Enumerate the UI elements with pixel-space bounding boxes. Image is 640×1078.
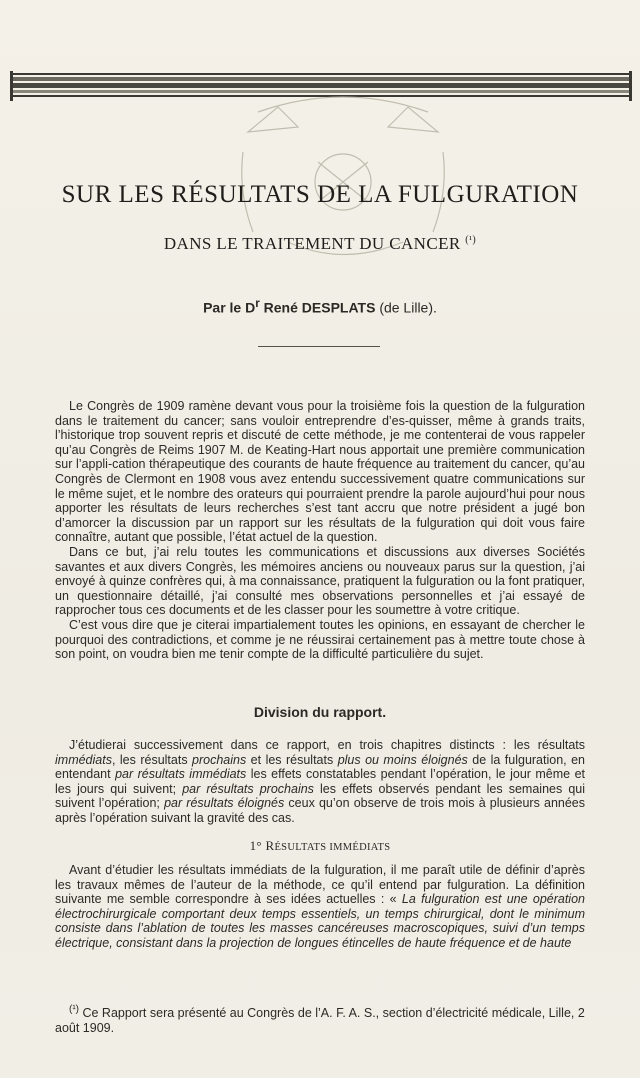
author-prefix: Par le D xyxy=(203,299,256,316)
author-affiliation: (de Lille). xyxy=(379,299,437,316)
section-number: 1° xyxy=(249,838,262,853)
divider-rule xyxy=(258,346,380,347)
intro-paragraph-3: C’est vous dire que je citerai impartialement toutes les opinions, en essayant de chercher le pourquoi des contradictions, et comme je ne réussirai certainement pas à mettre toute chose à son point, on voudra bien me tenir compte de la difficulté particulière du sujet. xyxy=(55,617,585,662)
text-run: ceux qu’on observe de trois mois à plusieurs années après l’opération suivant la gravité des cas. xyxy=(55,796,585,825)
article-title: SUR LES RÉSULTATS DE LA FULGURATION xyxy=(61,181,579,208)
emphasis: par résultats immédiats xyxy=(115,767,247,782)
text-run: les effets constatables pendant l’opération, le jour même et les jours qui suivent; xyxy=(55,767,586,796)
section-1-body xyxy=(55,863,585,951)
heading-smallcaps: ÉSULTATS IMMÉDIATS xyxy=(274,842,391,853)
author-line xyxy=(0,297,640,316)
footnote-text: Ce Rapport sera présenté au Congrès de l’A. F. A. S., section d’électricité médicale, Lille, 2 août 1909. xyxy=(55,1006,585,1035)
text-run: les effets observés pendant les semaines qui suivent l’opération; xyxy=(55,781,586,811)
article-subtitle-text: DANS LE TRAITEMENT DU CANCER xyxy=(163,234,461,253)
division-paragraph xyxy=(55,738,585,826)
definition-quote: La fulguration est une opération électrochirurgicale comportant deux temps essentiels, un temps chirurgical, dont le minimum consiste dans l’ablation de toutes les masses cancéreuses macroscopiques, suivi d’un temps électrique, consistant dans la projection de longues étincelles de haute fréquence et de haute xyxy=(55,892,585,950)
division-heading: Division du rapport. xyxy=(253,704,387,720)
emphasis: prochains xyxy=(192,752,247,767)
heading-initial: R xyxy=(265,838,275,853)
footnote xyxy=(55,1003,585,1035)
section-1-paragraph xyxy=(55,863,585,951)
intro-section xyxy=(55,399,585,662)
text-run: , les résultats xyxy=(111,752,193,767)
text-run: et les résultats xyxy=(246,752,338,767)
emphasis: par résultats éloignés xyxy=(164,796,285,811)
section-1-heading xyxy=(0,838,640,854)
emphasis: immédiats xyxy=(55,752,112,767)
author-name: René DESPLATS xyxy=(263,299,376,316)
division-section xyxy=(55,738,585,826)
intro-paragraph-1: Le Congrès de 1909 ramène devant vous pour la troisième fois la question de la fulguration dans le traitement du cancer; sans vouloir entreprendre d’es-quisser, même à grands traits, l’historique trop souvent repris et discuté de cette méthode, je me contenterai de vous rappeler qu’au Congrès de Reims 1907 M. de Keating-Hart nous apportait une première communication sur l’appli-cation thérapeutique des courants de haute fréquence au traitement du cancer, qu’au Congrès de Clermont en 1908 vous avez entendu successivement quatre communications sur le même sujet, et le nombre des orateurs qui pourraient prendre la parole aujourd’hui pour nous apporter les résultats de leurs recherches s’est tant accru que notre président a jugé bon d’amorcer la discussion par un rapport sur les résultats de la fulguration qui doit vous faire connaître, autant que possible, l’état actuel de la question. xyxy=(55,399,585,545)
author-prefix-sup: r xyxy=(255,297,260,310)
intro-paragraph-2: Dans ce but, j’ai relu toutes les communications et discussions aux diverses Sociétés savantes et aux divers Congrès, les mémoires anciens ou nouveaux parus sur la question, j’ai envoyé à quinze confrères qui, à ma connaissance, pratiquent la fulguration ou la font pratiquer, un questionnaire détaillé, j’ai consulté mes observations personnelles et j’ai essayé de rapprocher tous ces documents et de les classer pour les soumettre à votre critique. xyxy=(55,544,585,618)
emphasis: par résultats prochains xyxy=(182,781,314,796)
footnote-mark: (¹) xyxy=(69,1004,79,1015)
emphasis: plus ou moins éloignés xyxy=(337,752,468,767)
text-run: Avant d’étudier les résultats immédiats de la fulguration, il me paraît utile de définir d’après les travaux mêmes de l’auteur de la méthode, ce qu’il entend par fulguration. La définition suivante me semble correspondre à ses idées actuelles : « xyxy=(55,863,585,907)
text-run: J’étudierai successivement dans ce rapport, en trois chapitres distincts : les résultats xyxy=(69,738,585,752)
text-run: de la fulguration, en entendant xyxy=(55,752,585,782)
title-footnote-mark: (¹) xyxy=(465,234,477,246)
article-subtitle xyxy=(0,234,640,254)
